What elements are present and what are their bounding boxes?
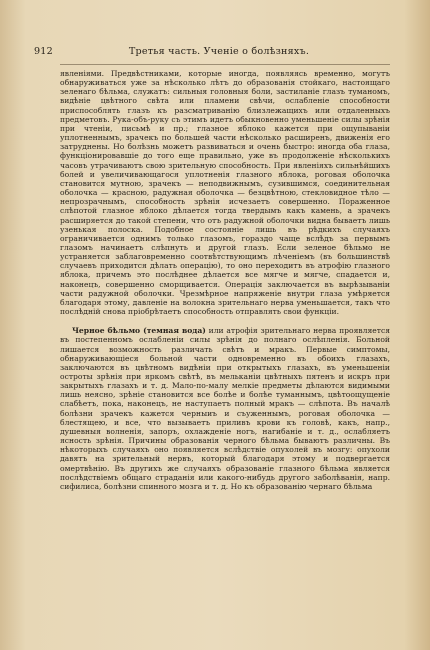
paragraph-glaucoma [60, 69, 390, 316]
paragraph-lead-term: Черное бѣльмо (темная вода) [72, 326, 206, 336]
running-title: Третья часть. Ученіе о болѣзняхъ. [128, 46, 310, 57]
paragraph-text: явленіями. Предвѣстниками, которые иногда, появляясь временно, могутъ обнаруживаться уже за нѣсколько лѣтъ до образованія стойкаго, настоящаго зеленаго бѣльма, служатъ: сильныя головныя боли, застиланіе глазъ туманомъ, видѣніе цвѣтного свѣта или пламени свѣчи, ослабленіе способности приспособлять глазъ къ разсматриванію близлежащихъ или отдаленныхъ предметовъ. Рука-объ-руку съ этимъ идетъ обыкновенно уменьшеніе силы зрѣнія при чтеніи, письмѣ и пр.; глазное яблоко кажется при ощупываніи уплотненнымъ, зрачекъ по большей части нѣсколько расширенъ, движенія его затруднены. Но болѣзнь можетъ развиваться и очень быстро: иногда оба глаза, функціонировавшіе до того еще правильно, уже въ продолженіе нѣсколькихъ часовъ утрачиваютъ свою зрительную способность. При явленіяхъ сильнѣйшихъ болей и увеличивающагося уплотненія глазного яблока, роговая оболочка становится мутною, зрачекъ — неподвижнымъ, сузившимся, соединительная оболочка — красною, радужная оболочка — безцвѣтною, стекловидное тѣло — непрозрачнымъ, способность зрѣнія исчезаетъ совершенно. Пораженное слѣпотой глазное яблоко дѣлается тогда твердымъ какъ камень, а зрачекъ расширяется до такой степени, что отъ радужной оболочки видна бываетъ лишь узенькая полоска. Подобное состояніе лишь въ рѣдкихъ случаяхъ ограничивается однимъ только глазомъ, гораздо чаще вслѣдъ за первымъ глазомъ начинаетъ слѣпнуть и другой глазъ. Если зеленое бѣльмо не устраняется заблаговременно соотвѣтствующимъ лѣченіемъ (въ большинствѣ случаевъ приходится дѣлать операцію), то оно переходитъ въ атрофію глазного яблока, причемъ это послѣднее дѣлается все мягче и мягче, спадается и, наконецъ, совершенно сморщивается. Операція заключается въ вырѣзываніи части радужной оболочки. Чрезмѣрное напряженіе внутри глаза умѣряется благодаря этому, давленіе на волокна зрительнаго нерва уменьшается, такъ что послѣдній снова пріобрѣтаетъ способность отправлять свои функціи. [60, 69, 390, 317]
page-number: 912 [34, 46, 53, 57]
page-body [60, 69, 390, 491]
paragraph-text: или атрофія зрительнаго нерва проявляется въ постепенномъ ослабленіи силы зрѣнія до полнаго ослѣпленія. Больной лишается возможность различать свѣтъ и мракъ. Первые симптомы, обнаруживающіеся больной части одновременно въ обоихъ глазахъ, заключаются въ цвѣтномъ видѣніи при открытыхъ глазахъ, въ уменьшеніи остроты зрѣнія при яркомъ свѣтѣ, въ мельканіи цвѣтныхъ пятенъ и искръ при закрытыхъ глазахъ и т. д. Мало-по-малу мелкіе предметы дѣлаются видимыми лишь неясно, зрѣніе становится все болѣе и болѣе туманнымъ, цвѣтоощущеніе слабѣетъ, пока, наконецъ, не наступаетъ полный мракъ — слѣпота. Въ началѣ болѣзни зрачекъ кажется черныиъ и съуженнымъ, роговая оболочка — блестящею, и все, что вызываетъ приливъ крови къ головѣ, какъ, напр., душевныя волненія, запоръ, охлажденіе ногъ, нагибаніе и т. д., ослабляетъ ясность зрѣнія. Причины образованія черного бѣльма бываютъ различны. Въ нѣкоторыхъ случаяхъ оно появляется вслѣдствіе опухолей въ мозгу: опухоли давятъ на зрительный нервъ, который благодаря этому и подвергается омертвѣнію. Въ другихъ же случаяхъ образованіе глазного бѣльма является послѣдствіемъ общаго страданія или какого-нибудь другого заболѣванія, напр. сифилиса, болѣзни спинного мозга и т. д. Но къ образованію чернаго бѣльма [60, 326, 391, 491]
page-header [34, 46, 404, 58]
paragraph-black-cataract [60, 326, 390, 491]
header-rule [60, 64, 390, 65]
